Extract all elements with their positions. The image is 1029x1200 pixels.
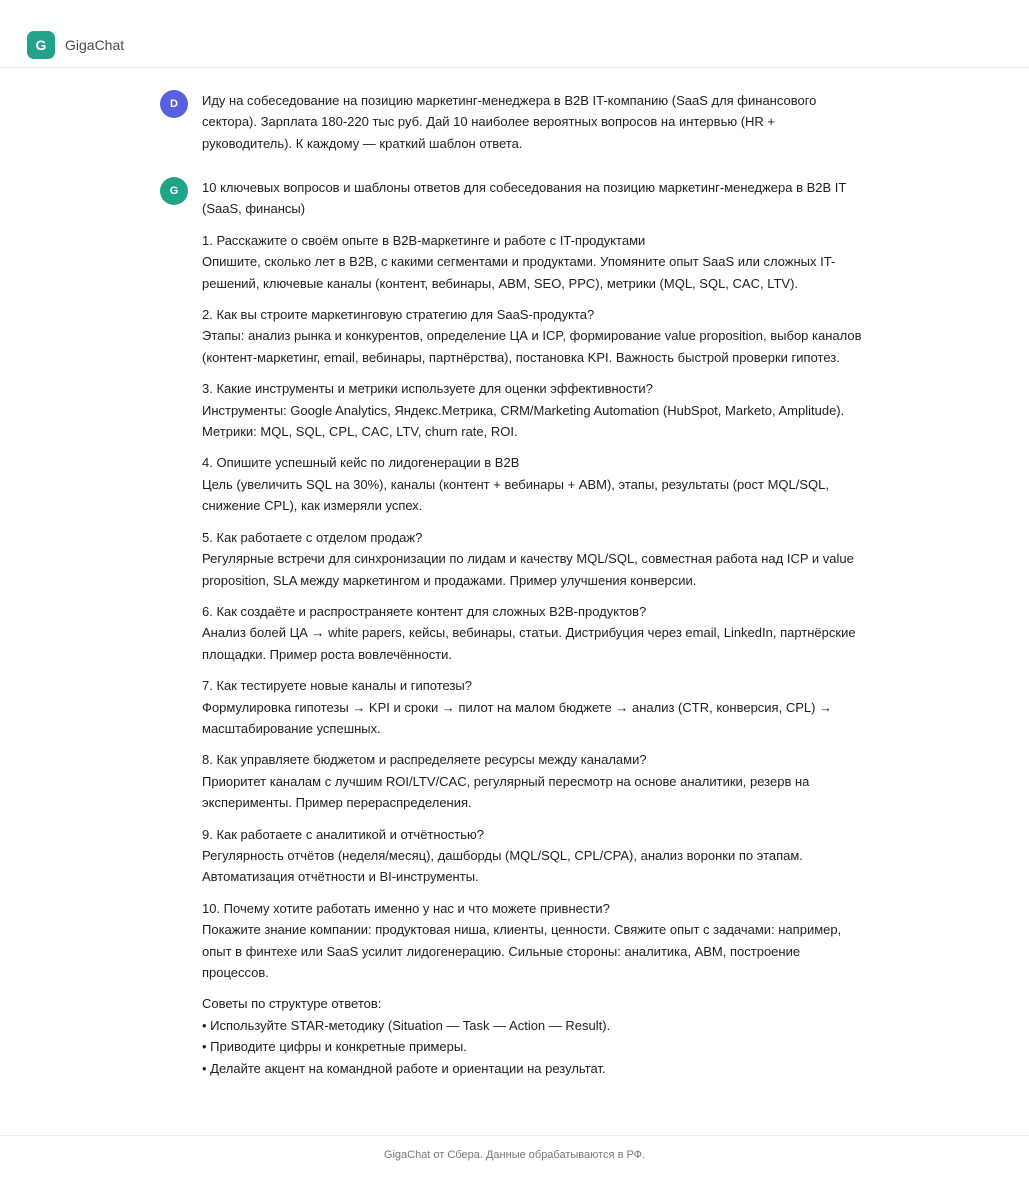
assistant-avatar: G [160,177,188,205]
answer-text: Покажите знание компании: продуктовая ниша, клиенты, ценности. Свяжите опыт с задачами: например, опыт в финтехе или SaaS усилит лидогенерацию. Сильные стороны: аналитика, ABM, построение процессов. [202,922,842,980]
user-avatar: D [160,90,188,118]
assistant-message-text [202,177,867,1079]
question-text: 6. Как создаёте и распространяете контент для сложных B2B-продуктов? [202,603,647,619]
answer-text: Регулярные встречи для синхронизации по лидам и качеству MQL/SQL, совместная работа над ICP и value proposition, SLA между маркетингом и продажами. Пример улучшения конверсии. [202,551,854,588]
answer-text: Регулярность отчётов (неделя/месяц), дашборды (MQL/SQL, CPL/CPA), анализ воронки по этапам. Автоматизация отчётности и BI-инструменты. [202,847,803,885]
qa-item [202,304,867,368]
answer-text: Опишите, сколько лет в B2B, с какими сегментами и продуктами. Упомяните опыт SaaS или сложных IT-решений, ключевые каналы (контент, вебинары, ABM, SEO, PPC), метрики (MQL, SQL, CAC, LTV). [202,254,836,291]
question-text: 5. Как работаете с отделом продаж? [202,529,423,545]
question-text: 2. Как вы строите маркетинговую стратегию для SaaS-продукта? [202,307,595,323]
answer-text: Приоритет каналам с лучшим ROI/LTV/CAC, регулярный пересмотр на основе аналитики, резерв на эксперименты. Пример перераспределения. [202,773,810,811]
gigachat-logo[interactable]: G [27,31,55,59]
question-text: 9. Как работаете с аналитикой и отчётностью? [202,826,484,842]
tip-item: • Используйте STAR-методику (Situation — Task — Action — Result). [202,1017,611,1033]
user-message-text [202,90,867,154]
app-header [0,0,1029,68]
qa-item [202,527,867,591]
app-title: GigaChat [65,37,125,53]
qa-item [202,378,867,442]
tips-title: Советы по структуре ответов: [202,996,382,1012]
question-text: 7. Как тестируете новые каналы и гипотезы? [202,678,472,694]
answer-text: Формулировка гипотезы → KPI и сроки → пилот на малом бюджете → анализ (CTR, конверсия, CPL) → масштабирование успешных. [202,699,833,736]
question-text: 1. Расскажите о своём опыте в B2B-маркетинге и работе с IT-продуктами [202,232,646,248]
qa-item [202,452,867,516]
tip-item: • Делайте акцент на командной работе и ориентации на результат. [202,1060,606,1076]
qa-item [202,824,867,888]
qa-item [202,675,867,739]
qa-item [202,230,867,294]
answer-text: Цель (увеличить SQL на 30%), каналы (контент + вебинары + ABM), этапы, результаты (рост MQL/SQL, снижение CPL), как измеряли успех. [202,476,829,514]
user-message-paragraph: Иду на собеседование на позицию маркетинг-менеджера в B2B IT-компанию (SaaS для финансового сектора). Зарплата 180-220 тыс руб. Дай 10 наиболее вероятных вопросов на интервью (HR + руководитель). К каждому — краткий шаблон ответа. [202,93,817,151]
question-text: 8. Как управляете бюджетом и распределяете ресурсы между каналами? [202,752,647,768]
answer-text: Инструменты: Google Analytics, Яндекс.Метрика, CRM/Marketing Automation (HubSpot, Marketo, Amplitude). Метрики: MQL, SQL, CPL, CAC, LTV, churn rate, ROI. [202,402,845,440]
qa-item [202,749,867,813]
page-footer [0,1135,1029,1200]
question-text: 4. Опишите успешный кейс по лидогенерации в B2B [202,455,520,471]
answer-intro: 10 ключевых вопросов и шаблоны ответов для собеседования на позицию маркетинг-менеджера в B2B IT (SaaS, финансы) [202,180,847,217]
answer-text: Анализ болей ЦА → white papers, кейсы, вебинары, статьи. Дистрибуция через email, LinkedIn, партнёрские площадки. Пример роста вовлечённости. [202,625,856,662]
question-text: 10. Почему хотите работать именно у нас и что можете привнести? [202,900,610,916]
tip-item: • Приводите цифры и конкретные примеры. [202,1039,467,1055]
answer-text: Этапы: анализ рынка и конкурентов, определение ЦА и ICP, формирование value proposition, выбор каналов (контент-маркетинг, email, вебинары, партнёрства), постановка KPI. Важность быстрой проверки гипотез. [202,328,862,365]
footer-note: GigaChat от Сбера. Данные обрабатываются в РФ. [383,1149,646,1161]
tips-section [202,993,867,1079]
qa-item [202,601,867,665]
qa-item [202,898,867,984]
question-text: 3. Какие инструменты и метрики используете для оценки эффективности? [202,381,653,397]
